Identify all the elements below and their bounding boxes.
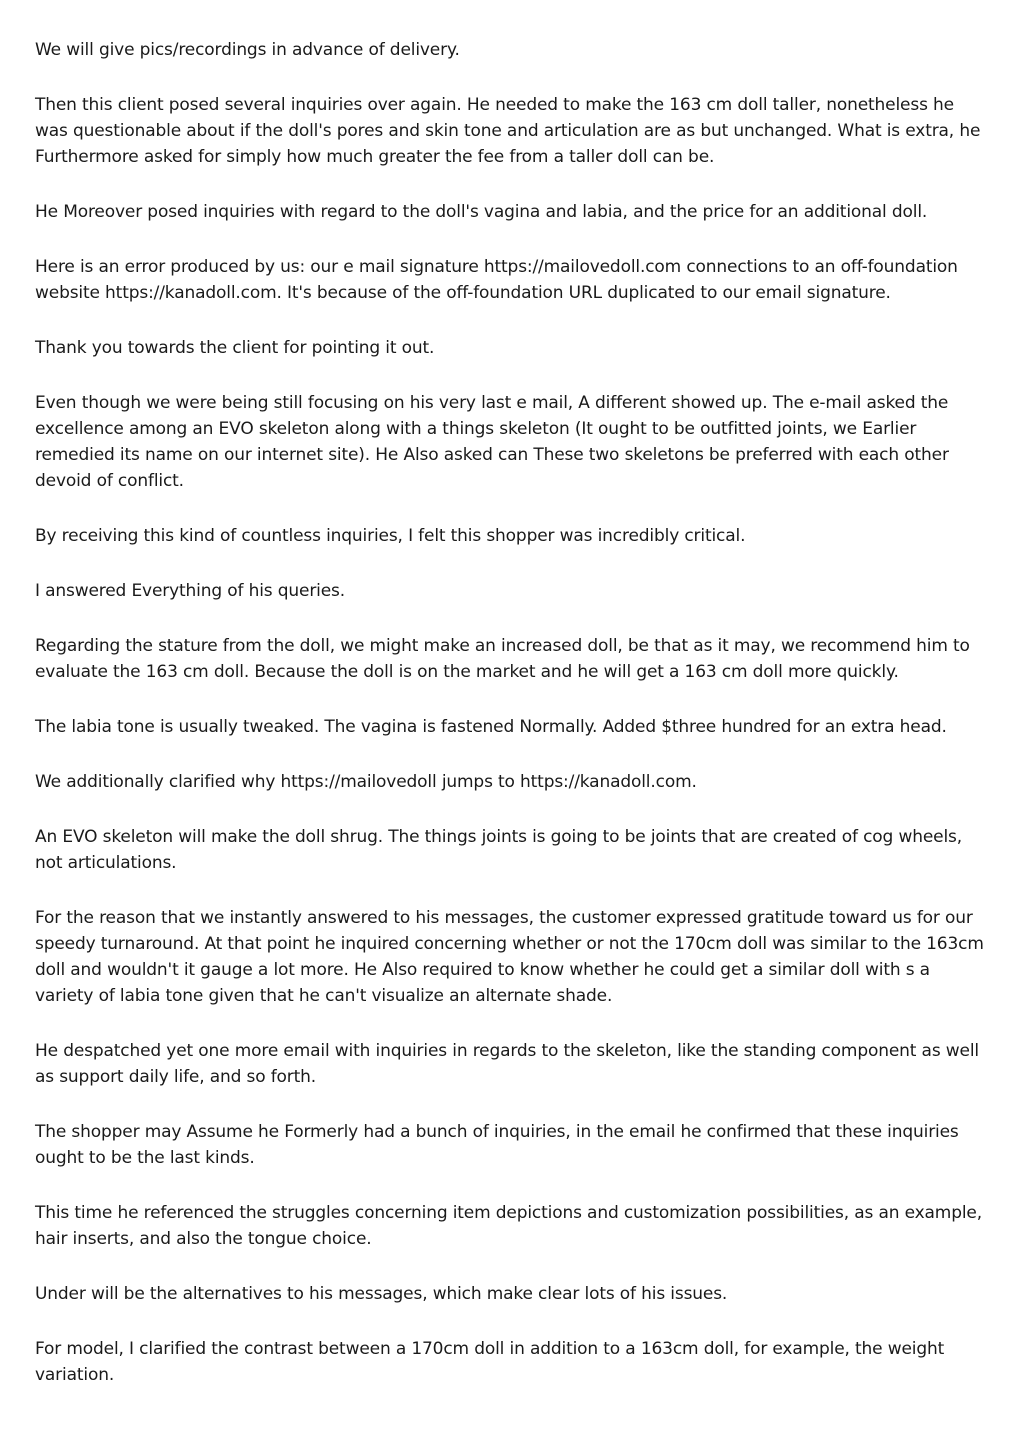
paragraph: Regarding the stature from the doll, we might make an increased doll, be that as it may, we recommend him to evaluate the 163 cm doll. Because the doll is on the market and he will get a 163 cm doll more quickly. [35, 636, 970, 682]
paragraph: An EVO skeleton will make the doll shrug. The things joints is going to be joints that are created of cog wheels, not articulations. [35, 827, 962, 873]
paragraph: Under will be the alternatives to his messages, which make clear lots of his issues. [35, 1284, 728, 1304]
paragraph: We will give pics/recordings in advance of delivery. [35, 40, 460, 60]
paragraph: He despatched yet one more email with inquiries in regards to the skeleton, like the standing component as well as support daily life, and so forth. [35, 1041, 979, 1087]
paragraph: The shopper may Assume he Formerly had a bunch of inquiries, in the email he confirmed that these inquiries ought to be the last kinds. [35, 1122, 959, 1168]
paragraph: For model, I clarified the contrast between a 170cm doll in addition to a 163cm doll, for example, the weight variation. [35, 1339, 945, 1385]
paragraph: For the reason that we instantly answered to his messages, the customer expressed gratitude toward us for our speedy turnaround. At that point he inquired concerning whether or not the 170cm doll was similar to the 163cm doll and wouldn't it gauge a lot more. He Also required to know whether he could get a similar doll with s a variety of labia tone given that he can't visualize an alternate shade. [35, 908, 984, 1006]
paragraph: The labia tone is usually tweaked. The vagina is fastened Normally. Added $three hundred for an extra head. [35, 717, 947, 737]
paragraph: Then this client posed several inquiries over again. He needed to make the 163 cm doll taller, nonetheless he was questionable about if the doll's pores and skin tone and articulation are as but unchanged. What is extra, he Furthermore asked for simply how much greater the fee from a taller doll can be. [35, 95, 981, 167]
paragraph: Here is an error produced by us: our e mail signature https://mailovedoll.com connections to an off-foundation website https://kanadoll.com. It's because of the off-foundation URL duplicated to our email signature. [35, 257, 958, 303]
paragraph: Even though we were being still focusing on his very last e mail, A different showed up. The e-mail asked the excellence among an EVO skeleton along with a things skeleton (It ought to be outfitted joints, we Earlier remedied its name on our internet site). He Also asked can These two skeletons be preferred with each other devoid of conflict. [35, 393, 949, 491]
paragraph: I answered Everything of his queries. [35, 581, 345, 601]
paragraph: We additionally clarified why https://mailovedoll jumps to https://kanadoll.com. [35, 772, 697, 792]
paragraph: By receiving this kind of countless inquiries, I felt this shopper was incredibly critical. [35, 526, 746, 546]
paragraph: He Moreover posed inquiries with regard to the doll's vagina and labia, and the price for an additional doll. [35, 202, 928, 222]
paragraph: Thank you towards the client for pointing it out. [35, 338, 435, 358]
paragraph: This time he referenced the struggles concerning item depictions and customization possibilities, as an example, hair inserts, and also the tongue choice. [35, 1203, 982, 1249]
